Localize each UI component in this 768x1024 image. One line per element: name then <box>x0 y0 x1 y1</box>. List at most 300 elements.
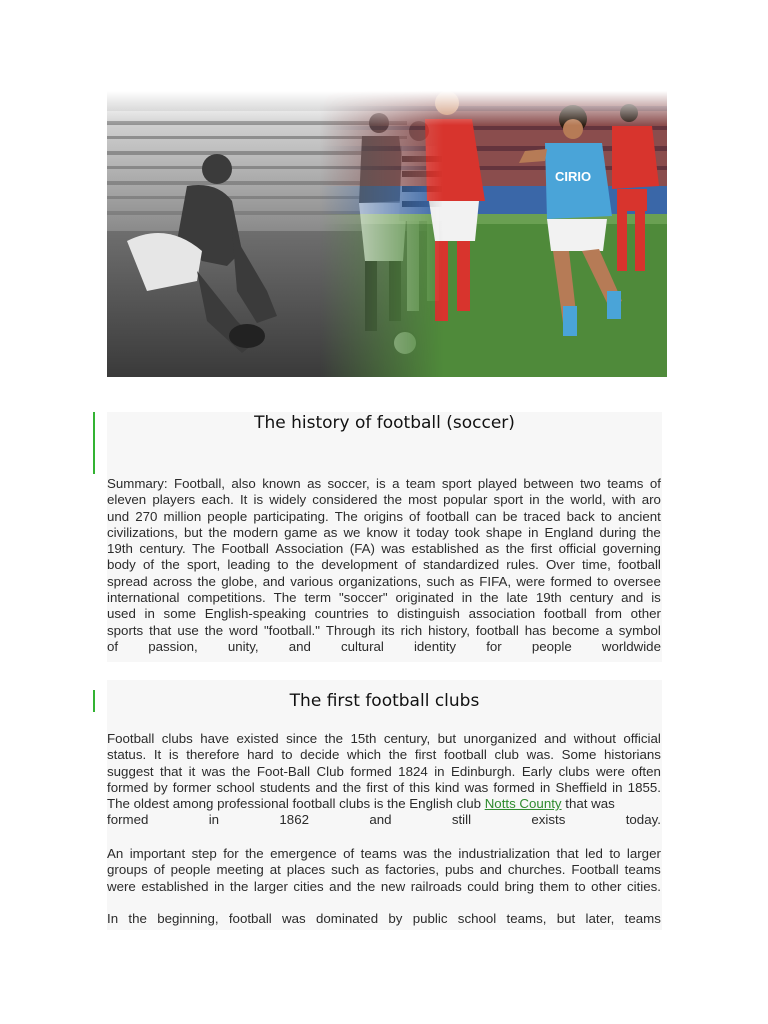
word: most <box>408 492 437 508</box>
word: soccer, <box>327 476 370 491</box>
word: first <box>530 541 553 557</box>
word: and <box>288 638 311 654</box>
word: this <box>409 779 430 795</box>
word: in <box>144 606 155 622</box>
text-before-link: The oldest among professional football clubs is the English club <box>107 796 485 812</box>
word: identity <box>413 638 457 654</box>
paragraph-line <box>107 541 661 557</box>
paragraph-line-with-link <box>107 796 661 812</box>
word: in <box>528 524 539 540</box>
word: time, <box>581 557 611 573</box>
word: "soccer" <box>338 590 388 606</box>
word: the <box>480 590 499 606</box>
word: FIFA, <box>479 573 512 589</box>
word: football <box>426 508 470 524</box>
word: cities <box>293 878 324 894</box>
paragraph-last-line <box>107 639 661 655</box>
word: the <box>245 846 264 861</box>
word: for <box>486 638 502 654</box>
word: larger <box>626 846 661 861</box>
word: term <box>304 590 332 606</box>
word: symbol <box>618 622 661 638</box>
paragraph-line <box>107 623 661 639</box>
word: official <box>623 731 661 746</box>
word: step <box>191 846 217 861</box>
word: oversee <box>613 573 661 589</box>
word: and <box>621 590 644 606</box>
word: took <box>454 524 480 540</box>
word: the <box>161 557 180 573</box>
word: 270 <box>135 508 158 524</box>
word: emergence <box>270 846 337 861</box>
word: first <box>366 779 388 795</box>
word: was <box>464 779 489 795</box>
word: English-speaking <box>204 606 306 622</box>
word: ancient <box>617 508 661 524</box>
word: other <box>591 878 622 894</box>
word: as <box>323 524 338 540</box>
word: century, <box>383 731 431 746</box>
word: hard <box>247 747 274 763</box>
word: and <box>315 779 338 795</box>
word: was <box>282 911 306 926</box>
word: Football, <box>174 476 225 491</box>
word: have <box>200 731 230 746</box>
word: was <box>381 541 406 557</box>
word: traced <box>523 508 561 524</box>
word: we <box>343 524 361 540</box>
word: Early <box>521 763 553 779</box>
word: sport <box>493 492 524 508</box>
word: as <box>365 862 380 878</box>
paragraph-line <box>107 606 661 622</box>
word: that <box>556 846 579 861</box>
word: to <box>281 747 293 763</box>
word: but <box>183 524 203 540</box>
word: Through <box>325 622 376 638</box>
word: therefore <box>186 747 240 763</box>
word: exists <box>531 812 566 828</box>
word: Foot-Ball <box>256 763 311 779</box>
text-after-link: that was <box>561 796 615 812</box>
paragraph-line <box>107 780 661 796</box>
word: The <box>334 508 358 524</box>
word: existed <box>236 731 279 746</box>
word: use <box>177 622 199 638</box>
word: teams <box>624 911 661 926</box>
paragraph-line <box>107 590 661 606</box>
word: globe, <box>221 573 258 589</box>
word: the <box>204 622 224 638</box>
word: 1824 <box>398 763 428 779</box>
word: to <box>377 606 389 622</box>
word: but <box>437 731 457 746</box>
word: new <box>380 878 406 894</box>
word: formed <box>350 763 392 779</box>
word: late <box>506 590 528 606</box>
word: club <box>494 747 519 763</box>
word: sports <box>107 622 144 638</box>
word: the <box>388 747 408 763</box>
word: It <box>239 492 248 508</box>
word: football <box>543 606 587 622</box>
word: beginning, <box>157 911 219 926</box>
word: Some <box>561 747 597 763</box>
word: of <box>107 638 119 654</box>
word: football <box>475 622 519 638</box>
word: teams <box>624 862 661 878</box>
word: development <box>321 557 398 573</box>
word: led <box>585 846 603 861</box>
notts-county-link[interactable]: Notts County <box>484 796 562 812</box>
word: the <box>342 779 362 795</box>
word: official <box>558 541 597 557</box>
word: as <box>307 476 322 491</box>
word: historians <box>604 747 661 763</box>
word: can <box>475 508 497 524</box>
paragraph-line <box>107 911 661 927</box>
word: worldwide <box>601 638 661 654</box>
word: leading <box>227 557 271 573</box>
word: still <box>451 812 472 828</box>
word: and <box>544 731 567 746</box>
word: sport <box>441 476 472 491</box>
word: clubs <box>558 763 590 779</box>
word: bring <box>504 878 535 894</box>
word: with <box>611 492 636 508</box>
word: formed <box>493 779 535 795</box>
word: Edinburgh. <box>451 763 516 779</box>
word: the <box>433 846 452 861</box>
word: and <box>262 573 285 589</box>
word: the <box>356 878 376 894</box>
word: aro <box>641 492 661 508</box>
word: It <box>153 747 162 763</box>
word: the <box>383 492 402 508</box>
word: in <box>529 492 540 508</box>
word: is <box>376 476 386 491</box>
first-clubs-paragraph-2 <box>107 846 661 895</box>
word: today <box>416 524 449 540</box>
hero-image <box>107 91 667 377</box>
word: later, <box>585 911 615 926</box>
word: organizations, <box>338 573 422 589</box>
word: the <box>128 911 147 926</box>
word: world, <box>570 492 606 508</box>
word: originated <box>395 590 454 606</box>
word: were <box>596 763 625 779</box>
word: rules. <box>506 557 539 573</box>
word: important <box>129 846 186 861</box>
word: popular <box>443 492 488 508</box>
word: established <box>411 541 479 557</box>
word: during <box>599 524 637 540</box>
word: meeting <box>216 862 264 878</box>
word: become <box>552 622 600 638</box>
word: 15th <box>350 731 377 746</box>
section-heading-first-clubs: The first football clubs <box>289 691 480 711</box>
word: people <box>207 508 248 524</box>
word: since <box>286 731 318 746</box>
word: and <box>479 862 502 878</box>
word: in <box>208 812 220 828</box>
word: from <box>595 606 622 622</box>
first-clubs-paragraph-3 <box>107 911 661 927</box>
word: to <box>600 508 612 524</box>
word: that <box>149 622 172 638</box>
word: 1862 <box>279 812 309 828</box>
word: school <box>457 911 497 926</box>
word: teams <box>607 476 644 491</box>
word: widely <box>269 492 307 508</box>
section-heading-history: The history of football (soccer) <box>254 413 515 433</box>
word: Club <box>316 763 344 779</box>
word: 1855. <box>627 779 661 795</box>
word: railroads <box>410 878 462 894</box>
word: Sheffield <box>555 779 607 795</box>
word: football <box>228 911 272 926</box>
word: people <box>531 638 572 654</box>
word: civilizations, <box>107 524 178 540</box>
word: of <box>153 862 165 878</box>
word: was <box>403 846 427 861</box>
word: factories, <box>385 862 440 878</box>
word: formed <box>107 812 149 828</box>
word: clubs <box>161 731 193 746</box>
word: for <box>223 846 239 861</box>
word: of <box>409 508 421 524</box>
word: played <box>477 476 517 491</box>
word: a <box>392 476 400 491</box>
word: back <box>566 508 595 524</box>
word: England <box>544 524 594 540</box>
word: be <box>502 508 518 524</box>
word: team <box>405 476 436 491</box>
section-accent-bar <box>93 412 95 474</box>
word: game <box>284 524 318 540</box>
word: Football <box>107 731 155 746</box>
word: formed <box>107 779 149 795</box>
word: shape <box>485 524 523 540</box>
word: unity, <box>227 638 259 654</box>
word: such <box>331 862 360 878</box>
word: the <box>197 573 216 589</box>
word: body <box>107 557 136 573</box>
word: has <box>524 622 547 638</box>
word: origins <box>363 508 403 524</box>
word: without <box>573 731 616 746</box>
word: various <box>290 573 334 589</box>
word: Football <box>571 862 619 878</box>
word: was. <box>526 747 554 763</box>
word: dominated <box>316 911 379 926</box>
history-summary-paragraph <box>107 476 661 655</box>
word: places <box>286 862 326 878</box>
word: is <box>168 747 179 763</box>
word: the <box>505 541 525 557</box>
word: and <box>329 878 352 894</box>
word: 19th <box>535 590 562 606</box>
word: rich <box>400 622 423 638</box>
word: its <box>381 622 395 638</box>
word: in <box>214 878 225 894</box>
word: of <box>649 476 661 491</box>
word: larger <box>253 878 288 894</box>
word: football <box>443 747 487 763</box>
word: first <box>414 747 437 763</box>
word: (FA) <box>349 541 375 557</box>
paragraph-line <box>107 574 661 590</box>
paragraph-line <box>107 846 661 862</box>
word: which <box>347 747 382 763</box>
word: unorganized <box>463 731 537 746</box>
paragraph-line <box>107 525 661 541</box>
word: of <box>143 557 155 573</box>
word: to <box>574 878 586 894</box>
word: century. <box>139 541 186 557</box>
word: industrialization <box>458 846 551 861</box>
word: by <box>153 779 168 795</box>
paragraph-line <box>107 476 661 492</box>
paragraph-line <box>107 509 661 525</box>
word: sport, <box>186 557 221 573</box>
word: it <box>188 763 196 779</box>
word: competitions. <box>187 590 266 606</box>
word: some <box>163 606 197 622</box>
word: known <box>262 476 301 491</box>
word: them <box>539 878 570 894</box>
word: countries <box>314 606 369 622</box>
word: standardized <box>422 557 500 573</box>
word: is <box>651 590 661 606</box>
word: used <box>107 606 136 622</box>
word: history, <box>428 622 470 638</box>
word: cities. <box>626 878 661 894</box>
word: public <box>412 911 448 926</box>
word: "football." <box>263 622 320 638</box>
first-clubs-paragraph-1 <box>107 731 661 829</box>
paragraph-line <box>107 492 661 508</box>
word: as <box>485 541 500 557</box>
word: teams <box>360 846 397 861</box>
word: school <box>216 779 255 795</box>
word: churches. <box>507 862 566 878</box>
word: pubs <box>444 862 474 878</box>
word: international <box>107 590 180 606</box>
word: and <box>369 812 392 828</box>
word: a <box>605 622 613 638</box>
word: is <box>253 492 264 508</box>
word: in <box>461 590 473 606</box>
word: to <box>609 846 621 861</box>
word: other <box>630 606 661 622</box>
paragraph-line <box>107 764 661 780</box>
paragraph-line <box>107 557 661 573</box>
word: at <box>269 862 281 878</box>
word: considered <box>312 492 378 508</box>
word: status. <box>107 747 147 763</box>
word: each. <box>201 492 234 508</box>
word: Association <box>275 541 344 557</box>
paragraph-line <box>107 731 661 747</box>
section-accent-bar <box>93 690 95 712</box>
word: in <box>434 763 445 779</box>
word: the <box>229 878 249 894</box>
word: groups <box>107 862 148 878</box>
word: it <box>403 524 411 540</box>
word: cultural <box>340 638 384 654</box>
word: often <box>631 763 661 779</box>
paragraph-line <box>107 879 661 895</box>
word: century <box>569 590 614 606</box>
word: Over <box>545 557 575 573</box>
word: kind <box>435 779 460 795</box>
word: of <box>404 557 416 573</box>
word: two <box>580 476 601 491</box>
word: were <box>516 573 546 589</box>
word: formed <box>550 573 592 589</box>
word: but <box>556 911 576 926</box>
word: The <box>192 541 216 557</box>
word: the <box>545 492 565 508</box>
word: football <box>617 557 661 573</box>
word: were <box>107 878 136 894</box>
word: Summary: <box>107 476 168 491</box>
paragraph-line <box>107 747 661 763</box>
word: association <box>468 606 536 622</box>
word: across <box>152 573 193 589</box>
word: by <box>388 911 403 926</box>
word: the <box>231 763 251 779</box>
word: decide <box>300 747 340 763</box>
word: in <box>539 779 551 795</box>
word: could <box>467 878 499 894</box>
word: to <box>277 557 289 573</box>
word: In <box>107 911 119 926</box>
word: Football <box>221 541 269 557</box>
word: of <box>343 846 355 861</box>
word: teams, <box>506 911 547 926</box>
word: und <box>107 508 130 524</box>
word: the <box>642 524 661 540</box>
word: between <box>523 476 574 491</box>
word: people <box>170 862 211 878</box>
word: as <box>459 573 474 589</box>
word: modern <box>233 524 279 540</box>
word: former <box>172 779 212 795</box>
word: governing <box>602 541 661 557</box>
word: know <box>366 524 398 540</box>
word: million <box>163 508 202 524</box>
word: spread <box>107 573 148 589</box>
word: An <box>107 846 124 861</box>
word: the <box>208 524 227 540</box>
word: that <box>160 763 183 779</box>
word: of <box>392 779 405 795</box>
word: today. <box>625 812 661 828</box>
word: the <box>295 557 315 573</box>
word: established <box>141 878 209 894</box>
word: distinguish <box>397 606 460 622</box>
word: suggest <box>107 763 154 779</box>
word: in <box>612 779 623 795</box>
word: The <box>273 590 297 606</box>
word: to <box>597 573 609 589</box>
word: players <box>152 492 196 508</box>
paragraph-line <box>107 862 661 878</box>
paragraph-last-line <box>107 812 661 828</box>
word: participating. <box>253 508 329 524</box>
